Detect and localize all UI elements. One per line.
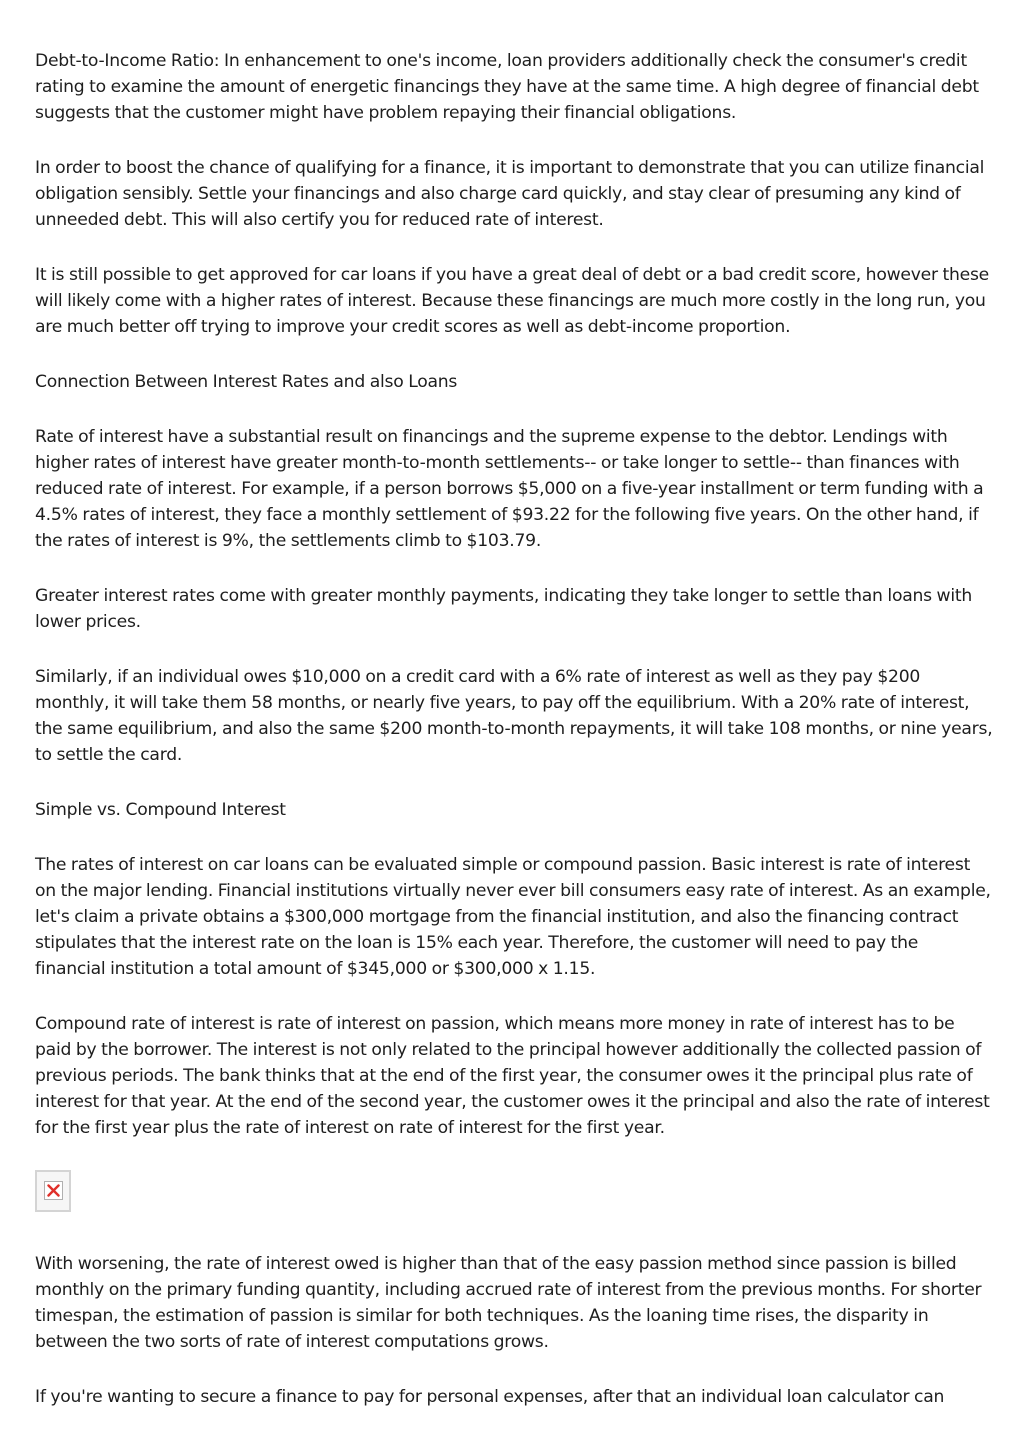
- paragraph-greater-rates: Greater interest rates come with greater monthly payments, indicating they take longer to settle than loans with lower prices.: [35, 586, 973, 632]
- paragraph-compound-interest: Compound rate of interest is rate of interest on passion, which means more money in rate of interest has to be paid by the borrower. The interest is not only related to the principal however additionally the collected passion of previous periods. The bank thinks that at the end of the first year, the consumer owes it the principal plus rate of interest for that year. At the end of the second year, the customer owes it the principal and also the rate of interest for the first year plus the rate of interest on rate of interest for the first year.: [35, 1014, 990, 1138]
- paragraph-credit-card-example: Similarly, if an individual owes $10,000 on a credit card with a 6% rate of interest as well as they pay $200 monthly, it will take them 58 months, or nearly five years, to pay off the equilibrium. With a 20% rate of interest, the same equilibrium, and also the same $200 month-to-month repayments, it will take 108 months, or nine years, to settle the card.: [35, 667, 993, 765]
- paragraph-worsening: With worsening, the rate of interest owed is higher than that of the easy passion method since passion is billed monthly on the primary funding quantity, including accrued rate of interest from the previous months. For shorter timespan, the estimation of passion is similar for both techniques. As the loaning time rises, the disparity in between the two sorts of rate of interest computations grows.: [35, 1254, 982, 1352]
- paragraph-boost-chance: In order to boost the chance of qualifying for a finance, it is important to demonstrate that you can utilize financial obligation sensibly. Settle your financings and also charge card quickly, and stay clear of presuming any kind of unneeded debt. This will also certify you for reduced rate of interest.: [35, 158, 985, 230]
- article-body: [35, 48, 993, 1439]
- paragraph-simple-interest: The rates of interest on car loans can be evaluated simple or compound passion. Basic interest is rate of interest on the major lending. Financial institutions virtually never ever bill consumers easy rate of interest. As an example, let's claim a private obtains a $300,000 mortgage from the financial institution, and also the financing contract stipulates that the interest rate on the loan is 15% each year. Therefore, the customer will need to pay the financial institution a total amount of $345,000 or $300,000 x 1.15.: [35, 855, 991, 979]
- paragraph-rate-effect: Rate of interest have a substantial result on financings and the supreme expense to the debtor. Lendings with higher rates of interest have greater month-to-month settlements-- or take longer to settle-- than finances with reduced rate of interest. For example, if a person borrows $5,000 on a five-year installment or term funding with a 4.5% rates of interest, they face a monthly settlement of $93.22 for the following five years. On the other hand, if the rates of interest is 9%, the settlements climb to $103.79.: [35, 427, 984, 551]
- paragraph-debt-to-income: Debt-to-Income Ratio: In enhancement to one's income, loan providers additionally check the consumer's credit rating to examine the amount of energetic financings they have at the same time. A high degree of financial debt suggests that the customer might have problem repaying their financial obligations.: [35, 51, 979, 123]
- broken-image-placeholder: [35, 1170, 71, 1212]
- broken-image-icon: [44, 1181, 63, 1200]
- section-heading-simple-vs-compound: Simple vs. Compound Interest: [35, 800, 286, 820]
- paragraph-bad-credit: It is still possible to get approved for car loans if you have a great deal of debt or a bad credit score, however these will likely come with a higher rates of interest. Because these financings are much more costly in the long run, you are much better off trying to improve your credit scores as well as debt-income proportion.: [35, 265, 989, 337]
- paragraph-loan-calculator: If you're wanting to secure a finance to pay for personal expenses, after that an individual loan calculator can: [35, 1387, 945, 1407]
- section-heading-interest-rates-loans: Connection Between Interest Rates and also Loans: [35, 372, 458, 392]
